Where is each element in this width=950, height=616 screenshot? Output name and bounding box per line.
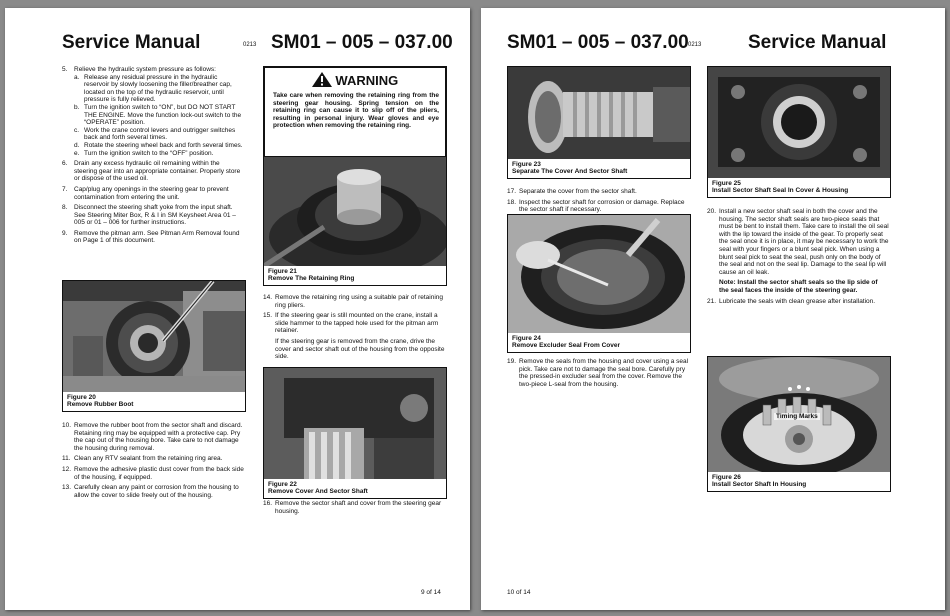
figure-20-photo xyxy=(63,281,245,392)
step-number: 5. xyxy=(62,66,68,73)
figure-21 xyxy=(263,156,447,286)
figure-20-title: Remove Rubber Boot xyxy=(67,401,134,409)
step-number: 12. xyxy=(62,465,72,473)
figure-23-photo xyxy=(508,67,690,159)
step-number: 11. xyxy=(62,455,71,463)
step-text: Carefully clean any paint or corrosion from the housing to allow the cover to slide freely out of the housing. xyxy=(74,484,239,499)
step-number: e. xyxy=(74,149,80,157)
step-number: 13. xyxy=(62,484,72,492)
step xyxy=(707,298,889,306)
figure-26 xyxy=(707,356,891,492)
page-number: 9 of 14 xyxy=(421,589,441,596)
step xyxy=(507,188,689,196)
figure-25-title: Install Sector Shaft Seal In Cover & Housing xyxy=(712,187,849,195)
step-number: 18. xyxy=(507,198,517,206)
figure-21-number: Figure 21 xyxy=(268,267,297,275)
step xyxy=(62,204,244,227)
page-title: Service Manual xyxy=(748,32,887,53)
step xyxy=(507,358,689,388)
warning-triangle-icon xyxy=(312,72,332,87)
timing-marks-label: Timing Marks xyxy=(776,413,818,420)
figure-22-number: Figure 22 xyxy=(268,480,297,488)
figure-22 xyxy=(263,367,447,499)
figure-24 xyxy=(507,214,691,353)
step-number: c. xyxy=(74,126,80,134)
revision-code: 0213 xyxy=(688,42,702,48)
step-text: If the steering gear is removed from the crane, drive the cover and sector shaft out of the housing from the opposite side. xyxy=(275,337,445,361)
step xyxy=(62,160,244,183)
step-number: a. xyxy=(74,73,80,81)
step-number: 20. xyxy=(707,208,717,215)
step-text: Relieve the hydraulic system pressure as follows: xyxy=(74,66,216,73)
document-number: SM01 – 005 – 037.00 xyxy=(271,32,453,53)
step-text: Separate the cover from the sector shaft. xyxy=(519,188,637,195)
figure-25 xyxy=(707,66,891,198)
sub-step xyxy=(62,142,244,150)
step xyxy=(62,186,244,201)
step xyxy=(62,455,244,463)
step-text: Remove the rubber boot from the sector shaft and discard. Retaining ring may be equipped with a protective cap. Pry the cap out of the housing bore. Take care to not damage the housing during removal. xyxy=(74,422,243,452)
step-text: Clean any RTV sealant from the retaining ring area. xyxy=(74,455,223,463)
warning-title: WARNING xyxy=(335,73,399,88)
warning-text: Take care when removing the retaining ring from the steering gear housing. Spring tension on the retaining ring can cause it to slip off of the pliers, resulting in personal injury. Wear gloves and eye protection when removing the retaining ring. xyxy=(273,92,439,130)
step-number: 7. xyxy=(62,185,68,193)
figure-25-number: Figure 25 xyxy=(712,179,741,187)
figure-23 xyxy=(507,66,691,179)
step-number: b. xyxy=(74,103,80,111)
page-number: 10 of 14 xyxy=(507,589,531,596)
figure-24-photo xyxy=(508,215,690,333)
warning-box xyxy=(263,66,447,158)
step-text: Install a new sector shaft seal in both the cover and the housing. The sector shaft seals are two-piece seals that must be bent to install them. Take care to install the oil seal with the lip toward the inside of the gear. To properly seat the seal once it is in place, it may be necessary to work the seal with your fingers or a blunt seal pick. When using a blunt seal pick to seat the seal, push only on the body of the seal and not on the seal lip. Damage to the seal lip will cause an oil leak. xyxy=(719,208,889,276)
figure-26-number: Figure 26 xyxy=(712,473,741,481)
step-number: 10. xyxy=(62,422,72,429)
figure-23-title: Separate The Cover And Sector Shaft xyxy=(512,168,628,176)
step xyxy=(62,66,244,74)
step-number: d. xyxy=(74,141,80,149)
sub-step xyxy=(62,127,244,142)
step-text: Rotate the steering wheel back and forth several times. xyxy=(84,141,243,149)
document-number: SM01 – 005 – 037.00 xyxy=(507,32,689,53)
step-text: Remove the sector shaft and cover from the steering gear housing. xyxy=(275,500,442,515)
step-number: 21. xyxy=(707,297,717,305)
steps-17-to-18 xyxy=(507,188,689,214)
steps-14-to-15 xyxy=(263,294,445,361)
step-number: 16. xyxy=(263,500,273,507)
step-text: Remove the pitman arm. See Pitman Arm Removal found on Page 1 of this document. xyxy=(74,229,240,245)
figure-23-number: Figure 23 xyxy=(512,160,541,168)
step xyxy=(263,338,445,361)
step xyxy=(707,208,889,276)
sub-step xyxy=(62,74,244,104)
step xyxy=(62,422,244,452)
step xyxy=(62,484,244,499)
right-page xyxy=(481,8,945,610)
left-page xyxy=(5,8,470,610)
figure-22-title: Remove Cover And Sector Shaft xyxy=(268,488,368,496)
page-title: Service Manual xyxy=(62,32,201,53)
steps-20-to-21 xyxy=(707,208,889,305)
step-text: Drain any excess hydraulic oil remaining within the steering gear into an appropriate container. Properly store or dispose of the used oil. xyxy=(74,160,241,183)
step-number: 9. xyxy=(62,229,68,237)
step-number: 6. xyxy=(62,160,68,168)
step-text: Cap/plug any openings in the steering gear to prevent contamination from entering the unit. xyxy=(74,185,229,201)
revision-code: 0213 xyxy=(243,42,257,48)
step-text: Turn the ignition switch to the “OFF” position. xyxy=(84,149,214,157)
step xyxy=(62,466,244,481)
step-text: Remove the adhesive plastic dust cover from the back side of the housing, if equipped. xyxy=(74,465,244,481)
step xyxy=(707,279,889,294)
figure-22-photo xyxy=(264,368,446,479)
step-number: 15. xyxy=(263,312,273,320)
step xyxy=(507,199,689,214)
figure-25-photo xyxy=(708,67,890,178)
sub-step xyxy=(62,150,244,158)
figure-26-title: Install Sector Shaft In Housing xyxy=(712,481,807,489)
step-text: Turn the ignition switch to “ON”, but DO NOT START THE ENGINE. Move the function lock-out switch to the “OPERATE” position. xyxy=(84,103,242,127)
figure-20 xyxy=(62,280,246,412)
step-text: Release any residual pressure in the hydraulic reservoir by slowly loosening the filler/breather cap, located on the top of the hydraulic reservoir, until pressure is fully relieved. xyxy=(84,73,232,104)
figure-24-title: Remove Excluder Seal From Cover xyxy=(512,342,621,350)
steps-5-to-9 xyxy=(62,66,244,245)
step-text: If the steering gear is still mounted on the crane, install a slide hammer to the tapped hole used for the pitman arm retainer. xyxy=(275,312,439,335)
step-text: Work the crane control levers and outrigger switches back and forth several times. xyxy=(84,126,236,142)
step-text: Remove the seals from the housing and cover using a seal pick. Take care not to damage the seal bore. Carefully pry the pressed-in excluder seal from the cover. Remove the two-piece L-seal from the housing. xyxy=(519,358,689,388)
step-number: 8. xyxy=(62,204,68,212)
warning-heading xyxy=(265,72,445,88)
step-text: Note: Install the sector shaft seals so the lip side of the seal faces the inside of the steering gear. xyxy=(719,279,878,294)
figure-21-photo xyxy=(264,157,446,266)
step-number: 19. xyxy=(507,358,517,365)
sub-step xyxy=(62,104,244,127)
step-text: Disconnect the steering shaft yoke from the input shaft. See Steering Miter Box, R & I in SM Keysheet Area 01 – 005 or 01 – 006 for further instructions. xyxy=(74,204,236,227)
step xyxy=(62,230,244,245)
step-number: 14. xyxy=(263,294,273,301)
figure-20-number: Figure 20 xyxy=(67,393,96,401)
figure-24-number: Figure 24 xyxy=(512,334,541,342)
steps-10-to-13 xyxy=(62,422,244,499)
step-16 xyxy=(263,500,445,515)
figure-21-title: Remove The Retaining Ring xyxy=(268,275,355,283)
step xyxy=(263,500,445,515)
step-text: Lubricate the seals with clean grease after installation. xyxy=(719,297,876,305)
step xyxy=(263,312,445,335)
step-19 xyxy=(507,358,689,388)
step-number: 17. xyxy=(507,188,517,195)
step-text: Remove the retaining ring using a suitable pair of retaining ring pliers. xyxy=(275,294,444,309)
step xyxy=(263,294,445,309)
step-text: Inspect the sector shaft for corrosion or damage. Replace the sector shaft if necessary. xyxy=(519,198,685,214)
